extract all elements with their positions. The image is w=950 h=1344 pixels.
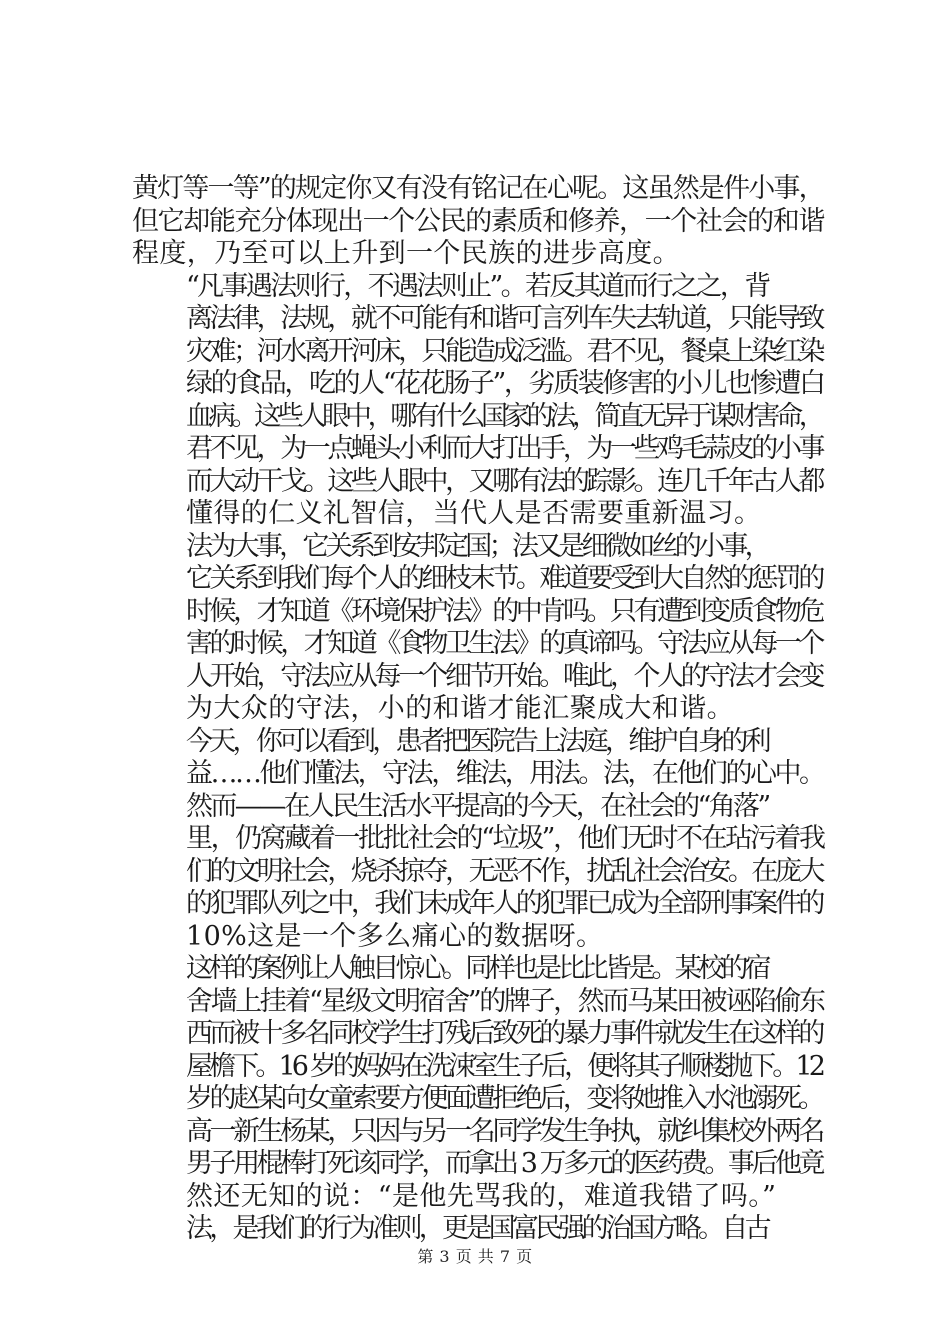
text-line: 时候，才知道《环境保护法》的中肯吗。只有遭到变质食物危 bbox=[186, 595, 822, 627]
text-line: 法为大事，它关系到安邦定国；法又是细微如丝的小事， bbox=[186, 530, 768, 562]
paragraph bbox=[132, 1213, 826, 1246]
text-line: 黄灯等一等”的规定你又有没有铭记在心呢。这虽然是件小事， bbox=[132, 173, 824, 204]
text-line: 10%这是一个多么痛心的数据呀。 bbox=[186, 920, 604, 952]
text-line: 离法律，法规，就不可能有和谐可言列车失去轨道，只能导致 bbox=[186, 303, 822, 334]
text-line: 这样的案例让人触目惊心。同样也是比比皆是。某校的宿 bbox=[186, 953, 768, 984]
text-line: 为大众的守法，小的和谐才能汇聚成大和谐。 bbox=[186, 693, 734, 724]
document-body bbox=[132, 173, 826, 1246]
text-line: 高一新生杨某，只因与另一名同学发生争执，就纠集校外两名 bbox=[186, 1115, 822, 1147]
text-line: 屋檐下。16 岁的妈妈在洗涑室生子后，便将其子顺楼抛下。12 bbox=[186, 1050, 823, 1082]
text-line: 但它却能充分体现出一个公民的素质和修养，一个社会的和谐 bbox=[132, 205, 825, 237]
text-line: 而大动干戈。这些人眼中，又哪有法的踪影。连几千年古人都 bbox=[186, 465, 822, 497]
text-line: 然还无知的说：“是他先骂我的，难道我错了吗。” bbox=[186, 1180, 777, 1212]
text-line: 男子用棍棒打死该同学，而拿出 3 万多元的医药费。事后他竟 bbox=[186, 1148, 823, 1179]
text-line: 今天，你可以看到，患者把医院告上法庭，维护自身的利 bbox=[186, 725, 768, 757]
text-line: 西而被十多名同校学生打残后致死的暴力事件就发生在这样的 bbox=[186, 1018, 822, 1049]
text-line: 血病。这些人眼中，哪有什么国家的法，简直无异于谋财害命， bbox=[186, 400, 822, 432]
text-line: 人开始，守法应从每一个细节开始。唯此，个人的守法才会变 bbox=[186, 660, 822, 692]
text-line: 们的文明社会，烧杀掠夺，无恶不作，扰乱社会治安。在庞大 bbox=[186, 855, 822, 887]
text-line: “凡事遇法则行，不遇法则止”。若反其道而行之之，背 bbox=[186, 270, 769, 302]
paragraph bbox=[132, 531, 826, 726]
paragraph bbox=[132, 726, 826, 791]
text-line: 害的时候，才知道《食物卫生法》的真谛吗。守法应从每一个 bbox=[186, 628, 822, 659]
text-line: 灾难；河水离开河床，只能造成泛滥。君不见，餐桌上染红染 bbox=[186, 335, 822, 367]
paragraph bbox=[132, 791, 826, 954]
paragraph bbox=[132, 173, 826, 271]
text-line: 益……他们懂法，守法，维法，用法。法，在他们的心中。 bbox=[186, 758, 824, 789]
paragraph bbox=[132, 271, 826, 531]
text-line: 的犯罪队列之中，我们未成年人的犯罪已成为全部刑事案件的 bbox=[186, 888, 822, 919]
text-line: 然而——在人民生活水平提高的今天，在社会的“角落” bbox=[186, 790, 769, 822]
text-line: 它关系到我们每个人的细枝末节。难道要受到大自然的惩罚的 bbox=[186, 563, 822, 594]
text-line: 里，仍窝藏着一批批社会的“垃圾”，他们无时不在玷污着我 bbox=[186, 823, 824, 854]
text-line: 君不见，为一点蝇头小利而大打出手，为一些鸡毛蒜皮的小事 bbox=[186, 433, 822, 464]
text-line: 懂得的仁义礼智信，当代人是否需要重新温习。 bbox=[186, 498, 762, 529]
text-line: 岁的赵某向女童索要方便面遭拒绝后，变将她推入水池溺死。 bbox=[186, 1083, 822, 1114]
text-line: 法，是我们的行为准则，更是国富民强的治国方略。自古 bbox=[186, 1213, 768, 1244]
text-line: 程度，乃至可以上升到一个民族的进步高度。 bbox=[132, 238, 680, 269]
text-line: 绿的食品，吃的人“花花肠子”，劣质装修害的小儿也惨遭白 bbox=[186, 368, 824, 399]
page-footer: 第 3 页 共 7 页 bbox=[417, 1247, 533, 1266]
paragraph bbox=[132, 953, 826, 1213]
text-line: 舍墙上挂着“星级文明宿舍”的牌子，然而马某田被诬陷偷东 bbox=[186, 985, 824, 1017]
